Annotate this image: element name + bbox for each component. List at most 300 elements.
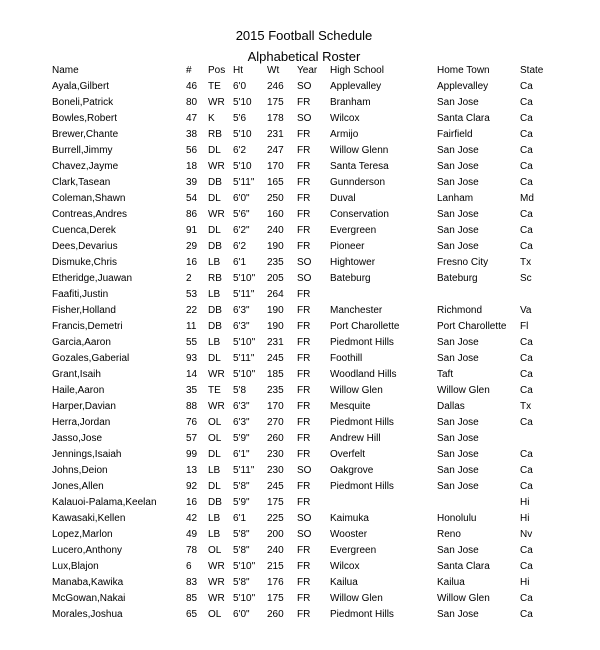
player-weight: 215 <box>267 561 284 572</box>
player-high-school: Willow Glen <box>330 385 383 396</box>
player-height: 6'2" <box>233 225 250 236</box>
player-year: FR <box>297 241 311 252</box>
player-high-school: Piedmont Hills <box>330 609 394 620</box>
player-home-town: Willow Glen <box>437 593 490 604</box>
player-high-school: Wilcox <box>330 561 360 572</box>
player-home-town: San Jose <box>437 353 479 364</box>
player-home-town: Lanham <box>437 193 474 204</box>
player-state: Ca <box>520 113 533 124</box>
player-weight: 200 <box>267 529 284 540</box>
table-row <box>52 575 560 591</box>
header-year: Year <box>297 65 318 76</box>
player-position: TE <box>208 81 221 92</box>
player-year: SO <box>297 513 312 524</box>
player-height: 5'6 <box>233 113 247 124</box>
player-weight: 231 <box>267 129 284 140</box>
player-number: 92 <box>186 481 198 492</box>
player-position: WR <box>208 161 225 172</box>
header-row <box>52 63 560 79</box>
player-number: 16 <box>186 497 198 508</box>
player-year: FR <box>297 497 311 508</box>
player-home-town: Santa Clara <box>437 113 490 124</box>
player-height: 6'1" <box>233 449 250 460</box>
player-position: OL <box>208 609 222 620</box>
player-weight: 160 <box>267 209 284 220</box>
player-weight: 175 <box>267 497 284 508</box>
player-position: OL <box>208 433 222 444</box>
player-name: Cuenca,Derek <box>52 225 116 236</box>
player-year: FR <box>297 433 311 444</box>
player-home-town: San Jose <box>437 609 479 620</box>
table-row <box>52 303 560 319</box>
player-height: 5'10" <box>233 369 256 380</box>
player-name: Bowles,Robert <box>52 113 118 124</box>
player-state: Ca <box>520 97 533 108</box>
player-height: 6'1 <box>233 257 247 268</box>
player-high-school: Piedmont Hills <box>330 417 394 428</box>
player-home-town: Honolulu <box>437 513 477 524</box>
table-row <box>52 399 560 415</box>
player-weight: 231 <box>267 337 284 348</box>
table-row <box>52 495 560 511</box>
player-weight: 245 <box>267 353 284 364</box>
player-number: 80 <box>186 97 198 108</box>
player-height: 6'0" <box>233 193 250 204</box>
player-number: 78 <box>186 545 198 556</box>
table-row <box>52 463 560 479</box>
player-height: 5'11" <box>233 353 255 364</box>
player-position: OL <box>208 417 222 428</box>
table-row <box>52 511 560 527</box>
player-number: 46 <box>186 81 198 92</box>
player-home-town: Reno <box>437 529 461 540</box>
player-year: FR <box>297 417 311 428</box>
player-high-school: Gunnderson <box>330 177 386 188</box>
player-state: Ca <box>520 353 533 364</box>
table-row <box>52 143 560 159</box>
player-name: Boneli,Patrick <box>52 97 114 108</box>
table-row <box>52 223 560 239</box>
player-number: 18 <box>186 161 198 172</box>
player-state: Ca <box>520 449 533 460</box>
player-weight: 170 <box>267 401 284 412</box>
player-state: Ca <box>520 209 533 220</box>
table-row <box>52 335 560 351</box>
player-home-town: Richmond <box>437 305 483 316</box>
player-weight: 247 <box>267 145 284 156</box>
player-home-town: San Jose <box>437 161 479 172</box>
player-high-school: Santa Teresa <box>330 161 389 172</box>
player-name: Chavez,Jayme <box>52 161 119 172</box>
player-state: Ca <box>520 337 533 348</box>
header-state: State <box>520 65 544 76</box>
player-number: 99 <box>186 449 198 460</box>
player-name: Jennings,Isaiah <box>52 449 122 460</box>
player-number: 11 <box>186 321 197 332</box>
player-state <box>520 287 560 303</box>
player-name: Contreas,Andres <box>52 209 128 220</box>
player-weight: 264 <box>267 289 284 300</box>
player-name: Lucero,Anthony <box>52 545 123 556</box>
player-state: Ca <box>520 481 533 492</box>
player-home-town: San Jose <box>437 97 479 108</box>
player-number: 38 <box>186 129 198 140</box>
player-height: 6'2 <box>233 241 247 252</box>
player-state: Ca <box>520 385 533 396</box>
player-year: SO <box>297 529 312 540</box>
player-name: Brewer,Chante <box>52 129 119 140</box>
table-row <box>52 367 560 383</box>
player-weight: 245 <box>267 481 284 492</box>
player-high-school: Kailua <box>330 577 358 588</box>
table-row <box>52 255 560 271</box>
player-weight: 205 <box>267 273 284 284</box>
player-weight: 250 <box>267 193 284 204</box>
player-name: Grant,Isaih <box>52 369 101 380</box>
player-position: WR <box>208 593 225 604</box>
player-state: Ca <box>520 465 533 476</box>
player-number: 76 <box>186 417 198 428</box>
player-home-town: San Jose <box>437 209 479 220</box>
player-home-town: Applevalley <box>437 81 489 92</box>
table-row <box>52 271 560 287</box>
player-position: RB <box>208 273 222 284</box>
player-year: FR <box>297 353 311 364</box>
player-number: 53 <box>186 289 198 300</box>
table-row <box>52 159 560 175</box>
player-number: 56 <box>186 145 198 156</box>
player-high-school: Piedmont Hills <box>330 337 394 348</box>
player-name: Morales,Joshua <box>52 609 123 620</box>
player-number: 86 <box>186 209 198 220</box>
player-year: FR <box>297 225 311 236</box>
player-weight: 175 <box>267 97 284 108</box>
player-state: Ca <box>520 225 533 236</box>
player-state: Fl <box>520 321 529 332</box>
table-row <box>52 191 560 207</box>
table-row <box>52 79 560 95</box>
table-row <box>52 415 560 431</box>
player-height: 5'8" <box>233 577 250 588</box>
player-year: FR <box>297 337 311 348</box>
player-height: 5'10 <box>233 161 252 172</box>
player-number: 35 <box>186 385 198 396</box>
player-height: 5'9" <box>233 497 250 508</box>
header-number: # <box>186 65 192 76</box>
player-year: FR <box>297 609 311 620</box>
player-home-town: San Jose <box>437 481 479 492</box>
player-name: Garcia,Aaron <box>52 337 111 348</box>
table-row <box>52 127 560 143</box>
player-height: 6'3" <box>233 305 250 316</box>
player-height: 5'11" <box>233 465 255 476</box>
player-position: DB <box>208 305 222 316</box>
player-name: Kawasaki,Kellen <box>52 513 126 524</box>
player-number: 39 <box>186 177 198 188</box>
player-height: 5'8" <box>233 545 250 556</box>
player-name: Haile,Aaron <box>52 385 105 396</box>
player-position: LB <box>208 529 221 540</box>
player-position: WR <box>208 561 225 572</box>
player-state <box>520 431 560 447</box>
table-row <box>52 207 560 223</box>
player-position: DB <box>208 321 222 332</box>
header-home-town: Home Town <box>437 65 490 76</box>
player-name: Lopez,Marlon <box>52 529 113 540</box>
player-state: Md <box>520 193 534 204</box>
player-weight: 240 <box>267 225 284 236</box>
player-number: 22 <box>186 305 198 316</box>
player-high-school: Duval <box>330 193 356 204</box>
player-state: Sc <box>520 273 532 284</box>
player-high-school: Wilcox <box>330 113 360 124</box>
player-year: FR <box>297 593 311 604</box>
player-name: Dees,Devarius <box>52 241 118 252</box>
table-row <box>52 431 560 447</box>
player-high-school: Foothill <box>330 353 363 364</box>
player-state: Ca <box>520 609 533 620</box>
player-position: LB <box>208 465 221 476</box>
player-year: FR <box>297 289 311 300</box>
player-position: DB <box>208 497 222 508</box>
player-year: SO <box>297 273 312 284</box>
player-position: OL <box>208 545 222 556</box>
player-height: 5'11" <box>233 289 255 300</box>
table-row <box>52 527 560 543</box>
player-high-school: Piedmont Hills <box>330 481 394 492</box>
player-home-town: San Jose <box>437 465 479 476</box>
player-year: FR <box>297 385 311 396</box>
player-height: 5'10" <box>233 561 256 572</box>
table-row <box>52 479 560 495</box>
table-row <box>52 351 560 367</box>
roster-body <box>52 79 560 623</box>
player-state: Ca <box>520 161 533 172</box>
roster-table <box>52 63 560 623</box>
player-height: 5'10" <box>233 593 256 604</box>
player-number: 91 <box>186 225 198 236</box>
player-number: 65 <box>186 609 198 620</box>
player-year: FR <box>297 305 311 316</box>
player-home-town: Kailua <box>437 577 465 588</box>
table-row <box>52 319 560 335</box>
player-height: 5'11" <box>233 177 255 188</box>
table-row <box>52 383 560 399</box>
player-state: Ca <box>520 81 533 92</box>
player-year: FR <box>297 449 311 460</box>
player-high-school: Armijo <box>330 129 359 140</box>
player-year: FR <box>297 577 311 588</box>
player-high-school: Overfelt <box>330 449 366 460</box>
player-home-town: Dallas <box>437 401 465 412</box>
player-position: WR <box>208 577 225 588</box>
player-name: Dismuke,Chris <box>52 257 118 268</box>
player-height: 5'8" <box>233 481 250 492</box>
player-number: 14 <box>186 369 198 380</box>
player-high-school: Evergreen <box>330 545 377 556</box>
player-number: 57 <box>186 433 198 444</box>
player-number: 6 <box>186 561 192 572</box>
player-height: 6'3" <box>233 401 250 412</box>
player-year: FR <box>297 129 311 140</box>
player-number: 29 <box>186 241 198 252</box>
player-position: DL <box>208 225 221 236</box>
player-name: Herra,Jordan <box>52 417 111 428</box>
player-home-town: San Jose <box>437 545 479 556</box>
player-weight: 178 <box>267 113 284 124</box>
player-height: 5'10" <box>233 273 256 284</box>
player-weight: 230 <box>267 465 284 476</box>
player-home-town: Fresno City <box>437 257 489 268</box>
player-high-school: Wooster <box>330 529 368 540</box>
table-row <box>52 559 560 575</box>
title-block <box>0 26 600 66</box>
player-name: McGowan,Nakai <box>52 593 126 604</box>
player-weight: 190 <box>267 321 284 332</box>
player-position: WR <box>208 369 225 380</box>
player-year: SO <box>297 81 312 92</box>
header-height: Ht <box>233 65 243 76</box>
player-state: Nv <box>520 529 533 540</box>
player-weight: 176 <box>267 577 284 588</box>
player-number: 54 <box>186 193 198 204</box>
player-name: Jones,Allen <box>52 481 104 492</box>
player-weight: 185 <box>267 369 284 380</box>
player-state: Tx <box>520 401 532 412</box>
player-name: Manaba,Kawika <box>52 577 124 588</box>
player-year: FR <box>297 193 311 204</box>
player-high-school: Conservation <box>330 209 389 220</box>
player-position: WR <box>208 209 225 220</box>
player-year: FR <box>297 145 311 156</box>
player-height: 5'10 <box>233 129 252 140</box>
player-number: 2 <box>186 273 192 284</box>
player-state: Hi <box>520 497 530 508</box>
player-position: DL <box>208 449 221 460</box>
player-home-town: San Jose <box>437 177 479 188</box>
player-number: 83 <box>186 577 198 588</box>
player-year: SO <box>297 257 312 268</box>
player-name: Coleman,Shawn <box>52 193 126 204</box>
player-state: Va <box>520 305 532 316</box>
player-state: Hi <box>520 577 530 588</box>
player-position: DL <box>208 193 221 204</box>
player-height: 6'0" <box>233 609 250 620</box>
player-home-town: San Jose <box>437 417 479 428</box>
player-year: FR <box>297 561 311 572</box>
player-state: Ca <box>520 369 533 380</box>
player-weight: 175 <box>267 593 284 604</box>
player-position: WR <box>208 401 225 412</box>
player-number: 88 <box>186 401 198 412</box>
player-weight: 190 <box>267 241 284 252</box>
player-weight: 230 <box>267 449 284 460</box>
player-home-town: Bateburg <box>437 273 478 284</box>
player-home-town: San Jose <box>437 337 479 348</box>
player-high-school: Andrew Hill <box>330 433 381 444</box>
player-weight: 235 <box>267 257 284 268</box>
player-position: DL <box>208 481 221 492</box>
player-state: Ca <box>520 545 533 556</box>
player-name: Francis,Demetri <box>52 321 123 332</box>
player-home-town: San Jose <box>437 241 479 252</box>
player-height: 6'1 <box>233 513 247 524</box>
player-home-town: Willow Glen <box>437 385 490 396</box>
player-position: RB <box>208 129 222 140</box>
player-state: Ca <box>520 593 533 604</box>
player-weight: 246 <box>267 81 284 92</box>
player-high-school: Applevalley <box>330 81 382 92</box>
player-weight: 260 <box>267 433 284 444</box>
player-position: LB <box>208 513 221 524</box>
player-name: Gozales,Gaberial <box>52 353 130 364</box>
header-weight: Wt <box>267 65 280 76</box>
header-position: Pos <box>208 65 226 76</box>
page-subtitle: Alphabetical Roster <box>247 49 361 64</box>
player-number: 47 <box>186 113 198 124</box>
player-home-town <box>437 495 520 511</box>
player-home-town: Taft <box>437 369 454 380</box>
player-name: Fisher,Holland <box>52 305 116 316</box>
player-weight: 240 <box>267 545 284 556</box>
player-year: FR <box>297 209 311 220</box>
player-height: 5'6" <box>233 209 250 220</box>
player-weight: 165 <box>267 177 284 188</box>
table-row <box>52 607 560 623</box>
player-home-town: Santa Clara <box>437 561 490 572</box>
player-position: DL <box>208 353 221 364</box>
player-position: LB <box>208 337 221 348</box>
player-number: 49 <box>186 529 198 540</box>
header-high-school: High School <box>330 65 384 76</box>
player-name: Etheridge,Juawan <box>52 273 133 284</box>
player-name: Kalauoi-Palama,Keelan <box>52 497 157 508</box>
player-height: 5'8 <box>233 385 247 396</box>
player-year: FR <box>297 401 311 412</box>
table-row <box>52 287 560 303</box>
player-height: 5'10 <box>233 97 252 108</box>
player-position: DB <box>208 241 222 252</box>
player-state: Ca <box>520 241 533 252</box>
player-weight: 225 <box>267 513 284 524</box>
player-year: FR <box>297 481 311 492</box>
player-height: 5'8" <box>233 529 250 540</box>
table-row <box>52 239 560 255</box>
player-position: DL <box>208 145 221 156</box>
player-number: 93 <box>186 353 198 364</box>
player-home-town: Fairfield <box>437 129 473 140</box>
player-weight: 170 <box>267 161 284 172</box>
player-year: SO <box>297 113 312 124</box>
player-name: Ayala,Gilbert <box>52 81 110 92</box>
player-high-school: Port Charollette <box>330 321 400 332</box>
table-row <box>52 95 560 111</box>
player-number: 13 <box>186 465 198 476</box>
player-state: Ca <box>520 561 533 572</box>
player-weight: 260 <box>267 609 284 620</box>
player-high-school: Branham <box>330 97 371 108</box>
player-high-school <box>330 495 437 511</box>
player-high-school: Evergreen <box>330 225 377 236</box>
player-high-school: Bateburg <box>330 273 371 284</box>
player-number: 55 <box>186 337 198 348</box>
player-position: LB <box>208 257 221 268</box>
player-high-school: Willow Glen <box>330 593 383 604</box>
player-name: Jasso,Jose <box>52 433 103 444</box>
player-weight: 270 <box>267 417 284 428</box>
player-name: Johns,Deion <box>52 465 108 476</box>
player-state: Hi <box>520 513 530 524</box>
